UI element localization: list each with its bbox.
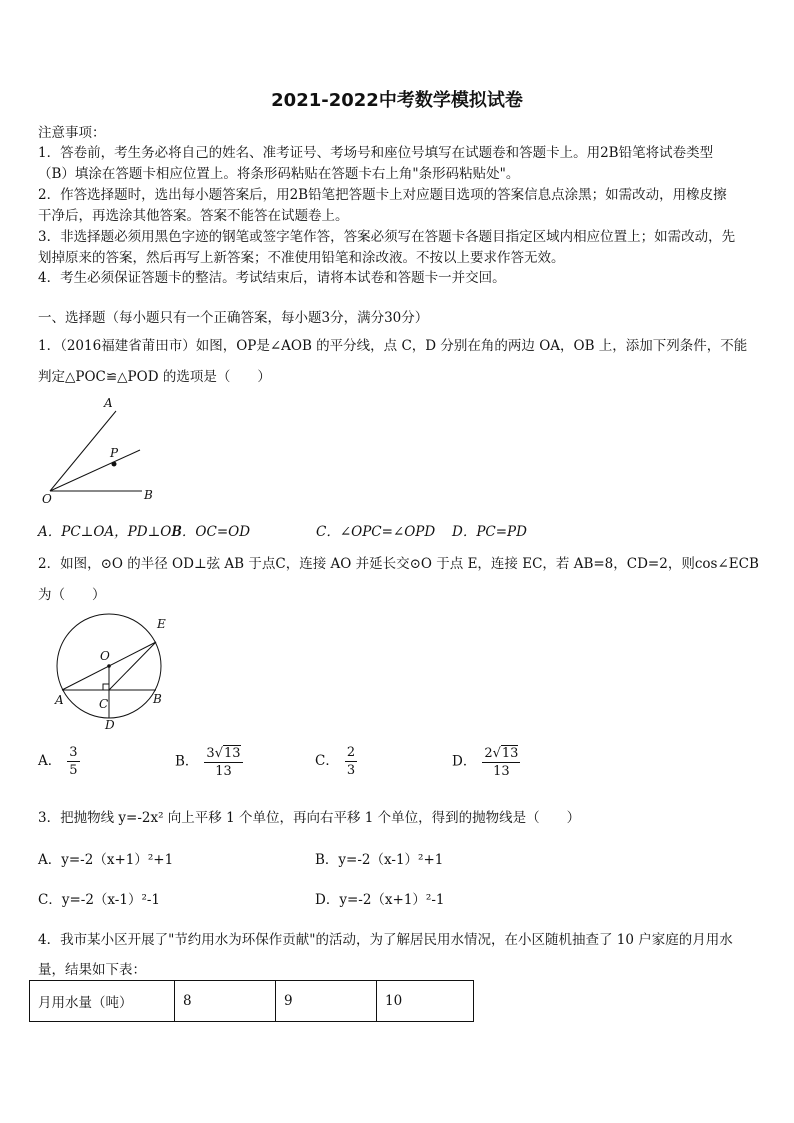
table-row	[30, 981, 474, 1022]
point-label-e: E	[157, 617, 166, 631]
point-label-c: C	[99, 697, 109, 711]
q3-option-d: D．y=-2（x+1）²-1	[315, 892, 445, 908]
question-4-text: 量，结果如下表：	[38, 962, 146, 978]
circle-chord-figure	[48, 612, 178, 734]
point-label-a: A	[104, 396, 113, 410]
q1-option-d: D．PC=PD	[452, 524, 527, 540]
question-4-text: 4．我市某小区开展了"节约用水为环保作贡献"的活动，为了解居民用水情况，在小区随机抽查了 10 户家庭的月用水	[38, 932, 733, 948]
notice-line: 2．作答选择题时，选出每小题答案后，用2B铅笔把答题卡上对应题目选项的答案信息点涂黑；如需改动，用橡皮擦	[38, 187, 727, 203]
notice-line: 划掉原来的答案，然后再写上新答案；不准使用铅笔和涂改液。不按以上要求作答无效。	[38, 250, 565, 266]
table-header-cell: 月用水量（吨）	[30, 981, 175, 1022]
table-cell: 8	[175, 981, 276, 1022]
point-label-o: O	[100, 649, 110, 663]
question-3-text: 3．把抛物线 y=-2x² 向上平移 1 个单位，再向右平移 1 个单位，得到的抛物线是（ ）	[38, 810, 581, 826]
section-heading: 一、选择题（每小题只有一个正确答案，每小题3分，满分30分）	[38, 310, 429, 326]
point-label-d: D	[105, 718, 115, 732]
point-label-a: A	[55, 693, 64, 707]
q2-option-a: A． $\frac{3}{5}$	[38, 745, 78, 778]
notice-line: 3．非选择题必须用黑色字迹的钢笔或签字笔作答，答案必须写在答题卡各题目指定区域内相应位置上；如需改动，先	[38, 229, 736, 245]
point-label-o: O	[42, 492, 52, 506]
table-cell: 9	[276, 981, 377, 1022]
notice-line: 干净后，再选涂其他答案。答案不能答在试题卷上。	[38, 208, 349, 224]
notice-heading: 注意事项：	[38, 125, 106, 141]
water-usage-table	[29, 980, 474, 1022]
notice-line: （B）填涂在答题卡相应位置上。将条形码粘贴在答题卡右上角"条形码粘贴处"。	[38, 166, 520, 182]
table-cell: 10	[377, 981, 474, 1022]
q1-option-c: C．∠OPC=∠OPD	[316, 524, 436, 540]
angle-bisector-figure	[36, 395, 166, 510]
notice-line: 1．答卷前，考生务必将自己的姓名、准考证号、考场号和座位号填写在试题卷和答题卡上。用2B铅笔将试卷类型	[38, 145, 714, 161]
q1-option-a: A．PC⊥OA，PD⊥OB	[38, 524, 182, 540]
question-1-text: 1．（2016福建省莆田市）如图，OP是∠AOB 的平分线，点 C，D 分别在角的两边 OA，OB 上，添加下列条件，不能	[38, 338, 748, 354]
q2-option-c: C． $\frac{2}{3}$	[315, 745, 356, 778]
notice-line: 4．考生必须保证答题卡的整洁。考试结束后，请将本试卷和答题卡一并交回。	[38, 270, 506, 286]
q1-option-b: B．OC=OD	[172, 524, 251, 540]
point-label-b: B	[153, 692, 162, 706]
point-label-b: B	[144, 488, 153, 502]
q3-option-b: B．y=-2（x-1）²+1	[315, 852, 444, 868]
page-title: 2021-2022中考数学模拟试卷	[271, 90, 523, 111]
question-2-text: 2．如图，⊙O 的半径 OD⊥弦 AB 于点C，连接 AO 并延长交⊙O 于点 E，连接 EC，若 AB=8，CD=2，则cos∠ECB	[38, 556, 759, 572]
q2-option-d: D． $\frac{2√13}{13}$	[452, 746, 519, 779]
question-2-text: 为（ ）	[38, 587, 106, 603]
q3-option-a: A．y=-2（x+1）²+1	[38, 852, 174, 868]
point-label-p: P	[110, 446, 119, 460]
question-1-text: 判定△POC≌△POD 的选项是（ ）	[38, 369, 271, 385]
q3-option-c: C．y=-2（x-1）²-1	[38, 892, 161, 908]
q2-option-b: B． $\frac{3√13}{13}$	[175, 746, 241, 779]
